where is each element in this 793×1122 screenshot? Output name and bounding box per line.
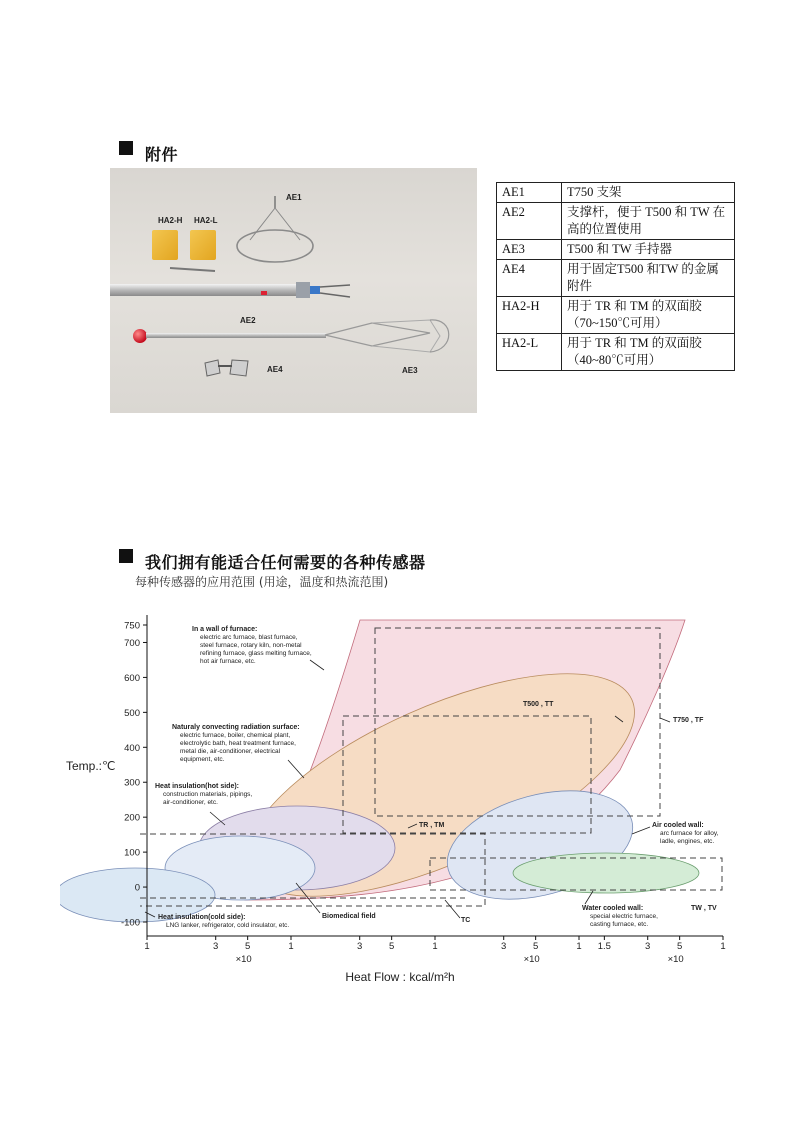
accessories-photo bbox=[110, 168, 477, 413]
annot-t500: T500 , TT bbox=[523, 701, 554, 708]
ae3-ball bbox=[133, 329, 147, 343]
annot-furnace-wall-line: steel furnace, rotary kiln, non-metal bbox=[200, 642, 302, 649]
table-code: AE1 bbox=[497, 183, 562, 203]
table-code: HA2-L bbox=[497, 334, 562, 371]
x-tick-label: 3 bbox=[213, 941, 219, 952]
annot-furnace-wall-title: In a wall of furnace: bbox=[192, 626, 258, 633]
photo-label-ae1: AE1 bbox=[286, 193, 302, 202]
x-tick-label: 5 bbox=[533, 941, 539, 952]
annot-heat-hot-line: construction materials, pipings, bbox=[163, 791, 253, 798]
annot-tc: TC bbox=[461, 917, 471, 924]
annot-heat-cold-title: Heat insulation(cold side): bbox=[158, 914, 246, 921]
table-desc: 用于固定T500 和TW 的金属附件 bbox=[562, 260, 735, 297]
annot-water-cooled-line: casting furnace, etc. bbox=[590, 921, 649, 928]
annot-radiation-surface-line: equipment, etc. bbox=[180, 756, 225, 763]
annot-heat-hot-title: Heat insulation(hot side): bbox=[155, 783, 239, 790]
accessories-heading: 附件 bbox=[145, 145, 179, 164]
tape-ha2h bbox=[152, 230, 178, 260]
sensors-heading: 我们拥有能适合任何需要的各种传感器 bbox=[145, 553, 426, 572]
table-desc: T500 和 TW 手持器 bbox=[562, 240, 735, 260]
leader-line bbox=[445, 900, 460, 918]
annot-heat-cold bbox=[158, 914, 289, 929]
photo-label-ae4: AE4 bbox=[267, 365, 283, 374]
annot-biomedical: Biomedical field bbox=[322, 913, 376, 920]
annot-radiation-surface-line: electrolytic bath, heat treatment furnace, bbox=[180, 740, 296, 747]
x-multiplier: ×10 bbox=[523, 954, 540, 965]
tape-ha2l bbox=[190, 230, 216, 260]
photo-label-ha2l: HA2-L bbox=[194, 216, 218, 225]
table-code: HA2-H bbox=[497, 297, 562, 334]
annot-tr-tm: TR , TM bbox=[419, 822, 445, 829]
annot-radiation-surface bbox=[172, 724, 300, 763]
table-desc: 支撑杆，便于 T500 和 TW 在高的位置使用 bbox=[562, 203, 735, 240]
table-code: AE3 bbox=[497, 240, 562, 260]
annot-water-cooled-line: special electric furnace, bbox=[590, 913, 658, 920]
photo-label-ha2h: HA2-H bbox=[158, 216, 183, 225]
y-tick-label: -100 bbox=[120, 917, 140, 929]
y-tick-label: 100 bbox=[124, 847, 140, 859]
table-row bbox=[497, 297, 735, 334]
y-tick-label: 750 bbox=[124, 620, 140, 632]
x-tick-label: 1 bbox=[288, 941, 294, 952]
section-bullet bbox=[119, 549, 133, 563]
annot-heat-hot-line: air-conditioner, etc. bbox=[163, 799, 218, 806]
sensor-range-chart bbox=[60, 600, 740, 1000]
annot-water-cooled bbox=[582, 905, 658, 928]
leader-line bbox=[660, 718, 670, 722]
table-code: AE2 bbox=[497, 203, 562, 240]
x-tick-label: 3 bbox=[645, 941, 651, 952]
table-desc: T750 支架 bbox=[562, 183, 735, 203]
x-tick-label: 1 bbox=[576, 941, 582, 952]
photo-label-ae3: AE3 bbox=[402, 366, 418, 375]
x-tick-label: 1 bbox=[432, 941, 438, 952]
annot-radiation-surface-line: electric furnace, boiler, chemical plant, bbox=[180, 732, 291, 739]
annot-air-cooled-line: ladle, engines, etc. bbox=[660, 838, 715, 845]
table-desc: 用于 TR 和 TM 的双面胶（40~80℃可用） bbox=[562, 334, 735, 371]
annot-air-cooled bbox=[652, 822, 719, 845]
y-tick-label: 200 bbox=[124, 812, 140, 824]
accessories-table bbox=[496, 182, 735, 371]
table-row bbox=[497, 240, 735, 260]
leader-line bbox=[632, 827, 650, 834]
y-tick-label: 500 bbox=[124, 707, 140, 719]
table-row bbox=[497, 203, 735, 240]
x-axis-label: Heat Flow : kcal/m²h bbox=[345, 970, 455, 984]
annot-radiation-surface-title: Naturaly convecting radiation surface: bbox=[172, 724, 300, 731]
table-row bbox=[497, 334, 735, 371]
y-axis-label: Temp.:℃ bbox=[66, 759, 116, 773]
photo-label-ae2: AE2 bbox=[240, 316, 256, 325]
annot-furnace-wall-line: electric arc furnace, blast furnace, bbox=[200, 634, 298, 641]
section-bullet bbox=[119, 141, 133, 155]
annot-heat-cold-line: LNG lanker, refrigerator, cold insulator, etc. bbox=[166, 922, 290, 929]
x-tick-label: 1.5 bbox=[597, 941, 611, 952]
table-row bbox=[497, 183, 735, 203]
annot-air-cooled-line: arc furnace for alloy, bbox=[660, 830, 719, 837]
sensors-subheading: 每种传感器的应用范围 (用途，温度和热流范围) bbox=[135, 575, 389, 589]
x-tick-label: 5 bbox=[389, 941, 395, 952]
annot-furnace-wall bbox=[192, 626, 312, 665]
table-desc: 用于 TR 和 TM 的双面胶（70~150℃可用） bbox=[562, 297, 735, 334]
y-tick-label: 400 bbox=[124, 742, 140, 754]
x-multiplier: ×10 bbox=[235, 954, 252, 965]
x-multiplier: ×10 bbox=[667, 954, 684, 965]
annot-heat-hot bbox=[155, 783, 252, 806]
table-code: AE4 bbox=[497, 260, 562, 297]
table-row bbox=[497, 260, 735, 297]
annot-furnace-wall-line: hot air furnace, etc. bbox=[200, 658, 256, 665]
y-tick-label: 700 bbox=[124, 637, 140, 649]
leader-line bbox=[310, 660, 324, 670]
accessories-illustration bbox=[110, 168, 477, 413]
x-tick-label: 5 bbox=[245, 941, 251, 952]
annot-radiation-surface-line: metal die, air-conditioner, electrical bbox=[180, 748, 281, 755]
y-tick-label: 0 bbox=[134, 882, 140, 894]
y-tick-label: 600 bbox=[124, 672, 140, 684]
ae1-ring bbox=[237, 230, 313, 262]
x-tick-label: 3 bbox=[501, 941, 507, 952]
annot-furnace-wall-line: refining furnace, glass melting furnace, bbox=[200, 650, 312, 657]
x-tick-label: 5 bbox=[677, 941, 683, 952]
annot-t750: T750 , TF bbox=[673, 717, 704, 724]
annot-water-cooled-title: Water cooled wall: bbox=[582, 905, 644, 912]
region-water-cooled bbox=[513, 853, 699, 893]
x-tick-label: 1 bbox=[144, 941, 150, 952]
x-tick-label: 1 bbox=[720, 941, 726, 952]
y-tick-label: 300 bbox=[124, 777, 140, 789]
annot-air-cooled-title: Air cooled wall: bbox=[652, 822, 704, 829]
ae2-rod bbox=[110, 284, 300, 296]
annot-tw-tv: TW , TV bbox=[691, 905, 717, 912]
leader-line bbox=[288, 760, 304, 778]
x-tick-label: 3 bbox=[357, 941, 363, 952]
